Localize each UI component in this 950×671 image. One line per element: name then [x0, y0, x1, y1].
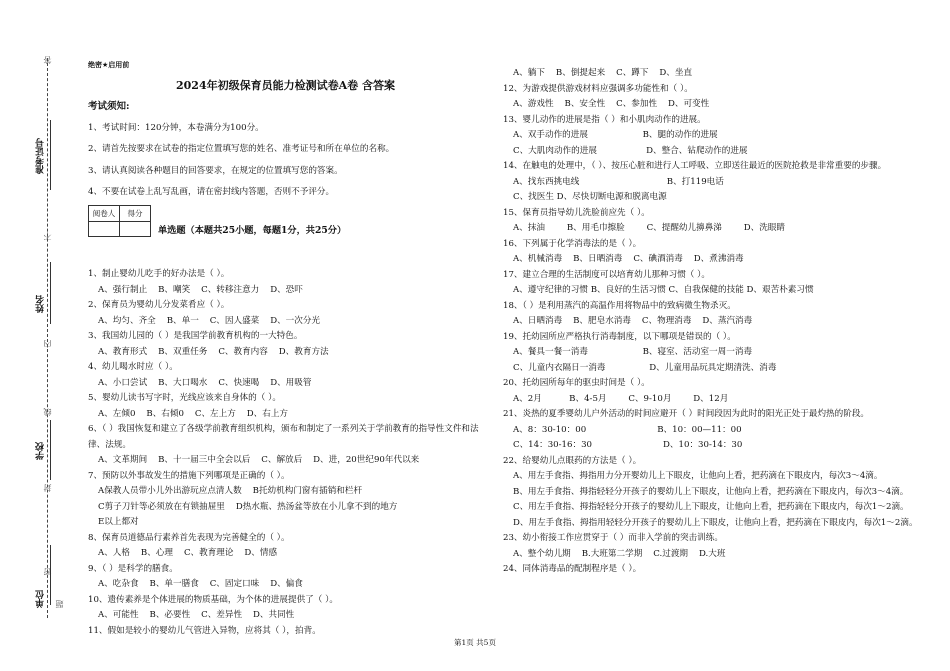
unit-label: 单位 [36, 590, 46, 608]
notice-heading: 考试须知: [88, 101, 130, 112]
question-options: A、找东西挑电线 B、打119电话 [513, 176, 724, 187]
question-options: A、8：30-10：00 B、10：00—11：00 [513, 424, 742, 435]
school-field[interactable] [50, 420, 51, 480]
margin-mark-2: 内 [43, 340, 52, 348]
question-options: A、双手动作的进展 B、腿的动作的进展 [513, 130, 718, 140]
question-item [503, 454, 918, 532]
question-text: 12、为游戏提供游戏材料应强调多功能性和（ ）。 [503, 83, 693, 94]
question-item [88, 562, 483, 593]
question-item [503, 113, 913, 160]
left-column [88, 58, 483, 639]
question-options: A、躺下 B、倒提起来 C、蹲下 D、坐直 [513, 68, 693, 78]
question-options: C、儿童内衣隔日一消毒 D、儿童用品玩具定期清洗、消毒 [513, 362, 777, 373]
question-text: 18、（ ）是利用蒸汽的高温作用将物品中的致病微生物杀灭。 [503, 300, 736, 311]
margin-mark-5: 密 [43, 568, 52, 576]
question-item [88, 391, 483, 422]
question-item [88, 469, 483, 531]
question-text: 1、制止婴幼儿吃手的好办法是（ ）。 [88, 269, 230, 279]
question-text: 16、下列属于化学消毒法的是（ ）。 [503, 238, 642, 249]
question-text: 9、（ ）是科学的膳食。 [88, 563, 178, 574]
question-options: A、抹油 B、用毛巾擦脸 C、提醒幼儿擤鼻涕 D、洗眼睛 [513, 223, 786, 233]
notice-item: 2、请首先按要求在试卷的指定位置填写您的姓名、准考证号和所在单位的名称。 [88, 144, 395, 154]
exam-number-label: 准考证号 [36, 138, 46, 174]
question-options: B、用左手食指、拇指轻轻分开孩子的婴幼儿上下眼皮，让他向上看，把药滴在下眼皮内，每次3～4滴。 [513, 486, 909, 497]
page-footer: 第1页 共5页 [454, 638, 496, 647]
section-header [88, 225, 483, 267]
score-header: 得分 [120, 205, 151, 222]
question-options: A、吃杂食 B、单一膳食 C、固定口味 D、偏食 [98, 579, 303, 589]
question-item [503, 82, 913, 113]
question-text: 21、炎热的夏季婴幼儿户外活动的时间应避开（ ）时间段因为此时的阳光正处于最灼热的阶段。 [503, 409, 870, 419]
question-options: A、机械消毒 B、日晒消毒 C、碘酒消毒 D、煮沸消毒 [513, 254, 744, 264]
margin-mark-4: 封 [43, 484, 52, 492]
question-text: 15、保育员指导幼儿洗脸前应先（ ）。 [503, 207, 650, 218]
question-text: 2、保育员为婴幼儿分发菜肴应（ ）。 [88, 300, 230, 310]
margin-bottom-mark: 题 [55, 600, 64, 608]
reviewer-cell[interactable] [89, 222, 120, 237]
question-options: A、餐具一餐一消毒 B、寝室、活动室一周一消毒 [513, 347, 753, 357]
question-options: C剪子刀针等必须放在有锁抽屉里 D热水瓶、热汤盆等放在小儿拿不到的地方 [98, 501, 398, 512]
question-options: A保教人员带小儿外出游玩应点清人数 B托幼机构门窗有插销和栏杆 [98, 486, 363, 496]
question-text: 20、托幼园所每年的驱虫时间是（ ）。 [503, 378, 650, 388]
question-text: 24、同体消毒品的配制程序是（ ）。 [503, 564, 642, 574]
question-item [88, 267, 483, 298]
question-item [503, 66, 913, 82]
right-question-list [503, 66, 918, 578]
section-title: 单选题（本题共25小题，每题1分，共25分） [158, 225, 347, 236]
question-item [88, 422, 483, 469]
question-text: 4、幼儿喝水时应（ ）。 [88, 362, 178, 372]
question-text: 13、婴儿动作的进展是指（ ）和小肌肉动作的进展。 [503, 114, 706, 125]
school-label: 学校 [36, 442, 46, 460]
unit-field[interactable] [50, 545, 51, 605]
question-text: 19、托幼园所应严格执行消毒制度，以下哪项是错误的（ ）。 [503, 331, 736, 342]
question-item [88, 298, 483, 329]
question-options: C、14：30-16：30 D、10：30-14：30 [513, 440, 743, 450]
score-cell[interactable] [120, 222, 151, 237]
question-item [503, 206, 913, 237]
question-item [503, 268, 913, 299]
question-text: 7、预防以外事故发生的措施下列哪项是正确的（ ）。 [88, 470, 290, 481]
question-text: 22、给婴幼儿点眼药的方法是（ ）。 [503, 455, 642, 466]
binding-margin [0, 0, 62, 671]
question-item [503, 407, 913, 454]
question-options: A、强行制止 B、嘲笑 C、转移注意力 D、恐吓 [98, 284, 303, 295]
reviewer-header: 阅卷人 [89, 205, 120, 222]
question-text: 3、我国幼儿园的（ ）是我国学前教育机构的一大特色。 [88, 331, 303, 341]
question-text: 8、保育员道德品行素养首先表现为完善健全的（ ）。 [88, 532, 290, 543]
question-item [88, 360, 483, 391]
question-options: A、遵守纪律的习惯 B、良好的生活习惯 C、自我保健的技能 D、艰苦朴素习惯 [513, 285, 814, 295]
question-item [88, 531, 483, 562]
question-item [503, 376, 913, 407]
question-item [503, 531, 913, 562]
question-item [503, 299, 913, 330]
question-options: A、教育形式 B、双重任务 C、教育内容 D、教育方法 [98, 346, 329, 357]
question-options: A、整个幼儿期 B.大班第二学期 C.过渡期 D.大班 [513, 548, 726, 559]
question-item [88, 329, 483, 360]
question-options: A、文革期间 B、十一届三中全会以后 C、解放后 D、进，20世纪90年代以来 [98, 455, 420, 465]
question-options: A、日晒消毒 B、肥皂水消毒 C、物理消毒 D、蒸汽消毒 [513, 316, 753, 326]
question-options: C、用左手食指、拇指轻轻分开孩子的婴幼儿上下眼皮，让他向上看，把药滴在下眼皮内，每次1～2滴。 [513, 502, 909, 512]
question-options: C、大肌肉动作的进展 D、整合、钻爬动作的进展 [513, 145, 748, 156]
notice-item: 4、不要在试卷上乱写乱画，请在密封线内答题，否则不予评分。 [88, 187, 335, 197]
question-item [503, 562, 913, 578]
notice-item: 3、请认真阅读各种题目的回答要求，在规定的位置填写您的答案。 [88, 165, 343, 176]
question-item [88, 593, 483, 624]
question-text: 14、在触电的处理中，（ ）、按压心脏和进行人工呼吸、立即送往最近的医院抢救是非常重要的步骤。 [503, 161, 887, 171]
question-options: D、用左手食指、拇指用轻轻分开孩子的婴幼儿上下眼皮，让他向上看，把药滴在下眼皮内，每次1～2滴。 [513, 517, 918, 528]
question-text: 10、遗传素养是个体进展的物质基础，为个体的进展提供了（ ）。 [88, 594, 338, 605]
question-options: E以上都对 [98, 517, 139, 527]
question-options: A、均匀、齐全 B、单一 C、因人盛菜 D、一次分光 [98, 315, 321, 326]
question-options: A、用左手食指、拇指用力分开婴幼儿上下眼皮，让他向上看，把药滴在下眼皮内，每次3～4滴。 [513, 471, 883, 481]
exam-number-field[interactable] [50, 120, 51, 190]
question-text: 5、婴幼儿读书写字时，光线应该来自身体的（ ）。 [88, 393, 281, 403]
question-options: A、人格 B、心理 C、教育理论 D、情感 [98, 548, 278, 558]
left-question-list [88, 267, 483, 639]
score-table [88, 205, 151, 238]
question-item [503, 159, 913, 206]
question-options: A、左倾0 B、右倾0 C、左上方 D、右上方 [98, 408, 289, 419]
margin-mark-3: 线 [43, 408, 52, 416]
question-item [503, 237, 913, 268]
question-options: A、游戏性 B、安全性 C、参加性 D、可变性 [513, 99, 710, 109]
notice-item: 1、考试时间：120分钟，本卷满分为100分。 [88, 122, 264, 133]
margin-top-mark: 答 [43, 56, 52, 64]
question-text: 17、建立合理的生活制度可以培育幼儿那种习惯（ ）。 [503, 269, 711, 280]
margin-mark-1: 不 [43, 232, 52, 240]
question-text: 23、幼小衔接工作应贯穿于（ ）而非入学前的突击训练。 [503, 533, 723, 543]
secret-label: 绝密★启用前 [88, 61, 130, 69]
question-text: 11、假如是较小的婴幼儿气管进入异物，应将其（ ），拍背。 [88, 625, 321, 636]
question-options: A、2月 B、4-5月 C、9-10月 D、12月 [513, 393, 729, 404]
right-column [503, 66, 918, 578]
question-options: C、找医生 D、尽快切断电源和脱离电源 [513, 192, 667, 202]
question-options: A、小口尝试 B、大口喝水 C、快速喝 D、用吸管 [98, 377, 312, 388]
name-label: 姓名 [36, 295, 46, 313]
question-item [503, 330, 913, 377]
name-field[interactable] [50, 262, 51, 324]
question-options: A、可能性 B、必要性 C、差异性 D、共同性 [98, 610, 295, 620]
question-text: 6、（ ）我国恢复和建立了各级学前教育组织机构，颁布和制定了一系列关于学前教育的指导性文件和法律、法规。 [88, 424, 479, 450]
seal-line [47, 58, 48, 618]
exam-title: 2024年初级保育员能力检测试卷A卷 含答案 [176, 78, 395, 92]
